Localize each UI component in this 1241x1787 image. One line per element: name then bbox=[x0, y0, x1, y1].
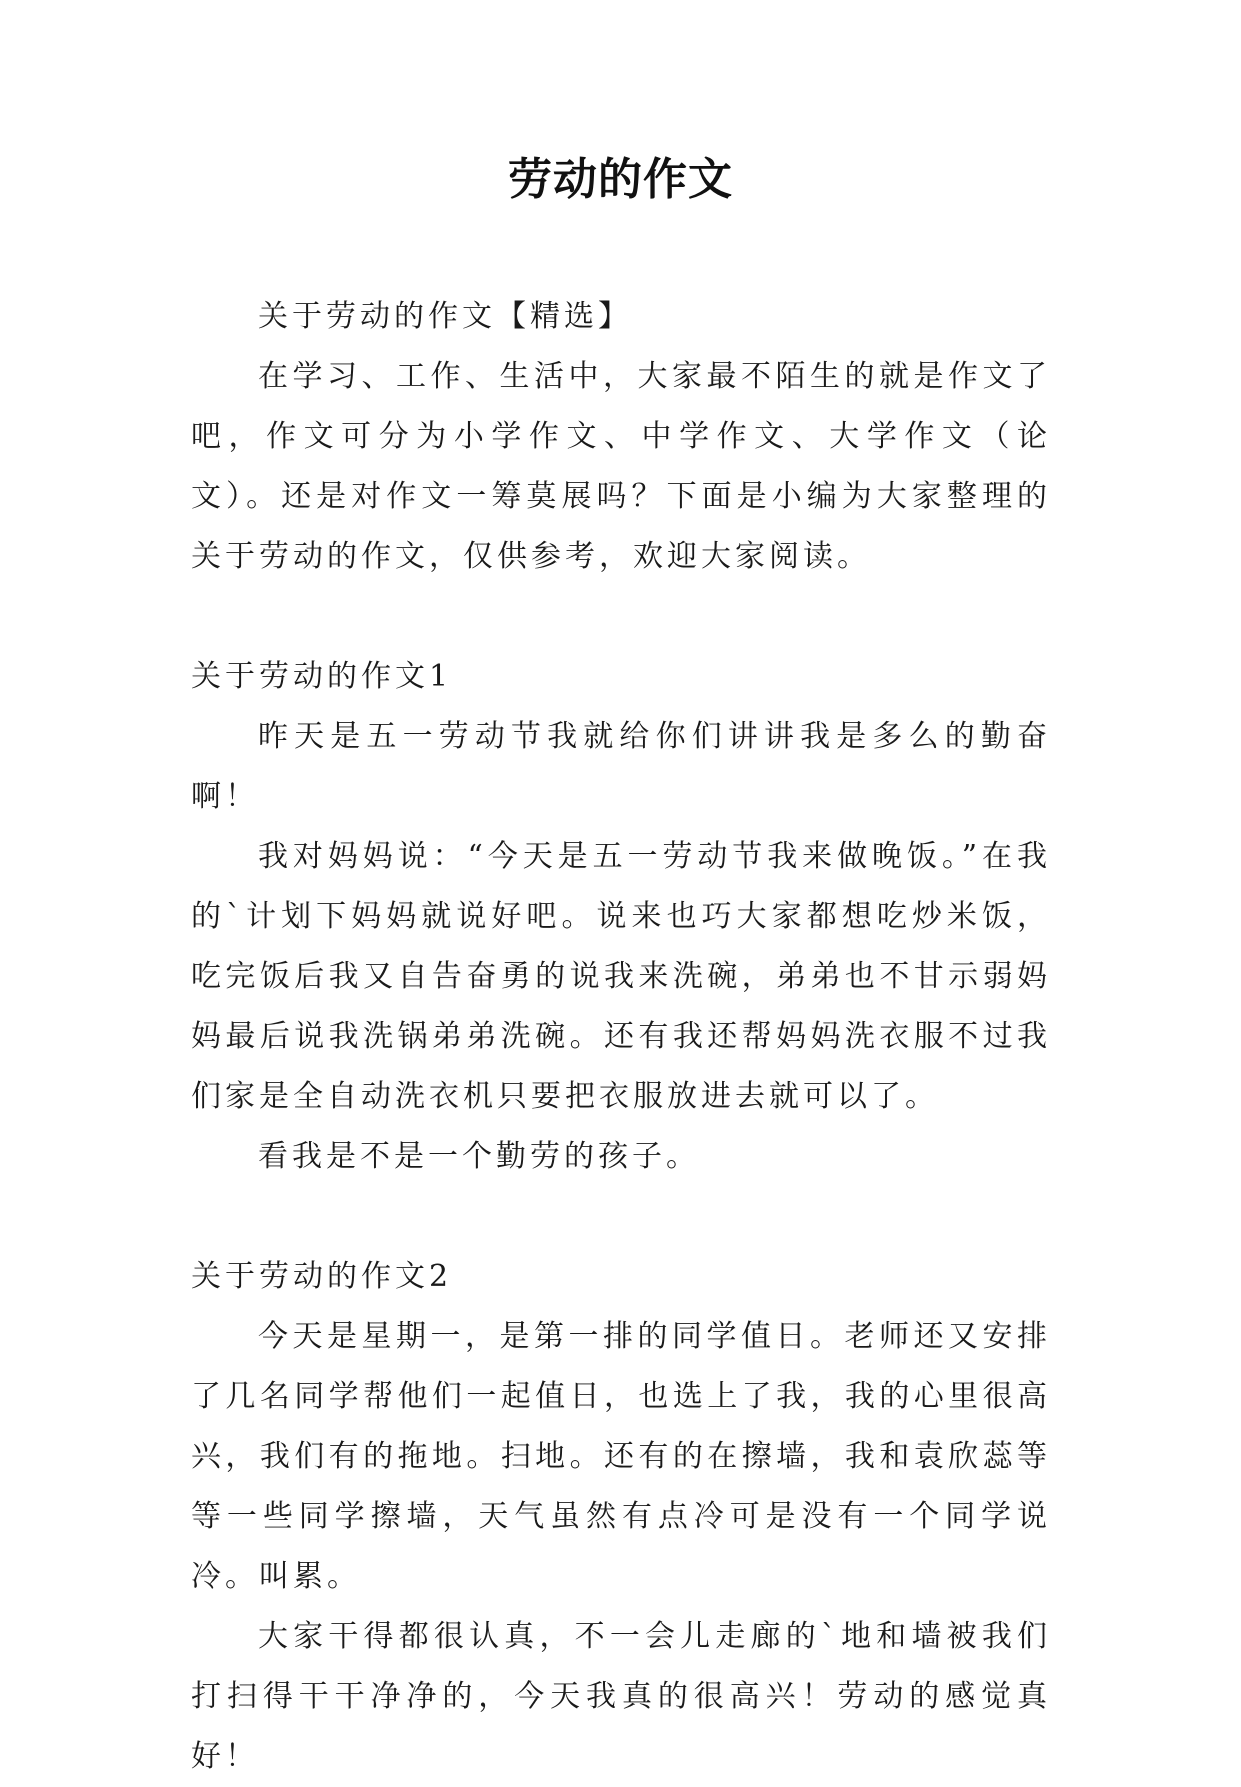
document-body bbox=[191, 287, 1051, 1787]
essay-1-paragraph-2: 我对妈妈说：“今天是五一劳动节我来做晚饭。”在我的`计划下妈妈就说好吧。说来也巧大家都想吃炒米饭，吃完饭后我又自告奋勇的说我来洗碗，弟弟也不甘示弱妈妈最后说我洗锅弟弟洗碗。还有我还帮妈妈洗衣服不过我们家是全自动洗衣机只要把衣服放进去就可以了。 bbox=[191, 839, 1051, 1114]
section-spacer bbox=[191, 587, 1051, 647]
essay-2-heading: 关于劳动的作文2 bbox=[191, 1259, 453, 1294]
document-title: 劳动的作文 bbox=[508, 154, 733, 205]
essay-2-paragraph-1: 今天是星期一，是第一排的同学值日。老师还又安排了几名同学帮他们一起值日，也选上了我，我的心里很高兴，我们有的拖地。扫地。还有的在擦墙，我和袁欣蕊等等一些同学擦墙，天气虽然有点冷可是没有一个同学说冷。叫累。 bbox=[191, 1319, 1051, 1594]
intro-paragraph: 在学习、工作、生活中，大家最不陌生的就是作文了吧，作文可分为小学作文、中学作文、大学作文（论文）。还是对作文一筹莫展吗？下面是小编为大家整理的关于劳动的作文，仅供参考，欢迎大家阅读。 bbox=[191, 359, 1051, 574]
essay-2-paragraph-2: 大家干得都很认真，不一会儿走廊的`地和墙被我们打扫得干干净净的，今天我真的很高兴！劳动的感觉真好！ bbox=[191, 1619, 1051, 1774]
essay-1-paragraph-3: 看我是不是一个勤劳的孩子。 bbox=[258, 1139, 700, 1174]
essay-1-heading: 关于劳动的作文1 bbox=[191, 659, 453, 694]
intro-heading: 关于劳动的作文【精选】 bbox=[258, 299, 632, 334]
section-spacer bbox=[191, 1187, 1051, 1247]
essay-1-paragraph-1: 昨天是五一劳动节我就给你们讲讲我是多么的勤奋啊！ bbox=[191, 719, 1051, 814]
